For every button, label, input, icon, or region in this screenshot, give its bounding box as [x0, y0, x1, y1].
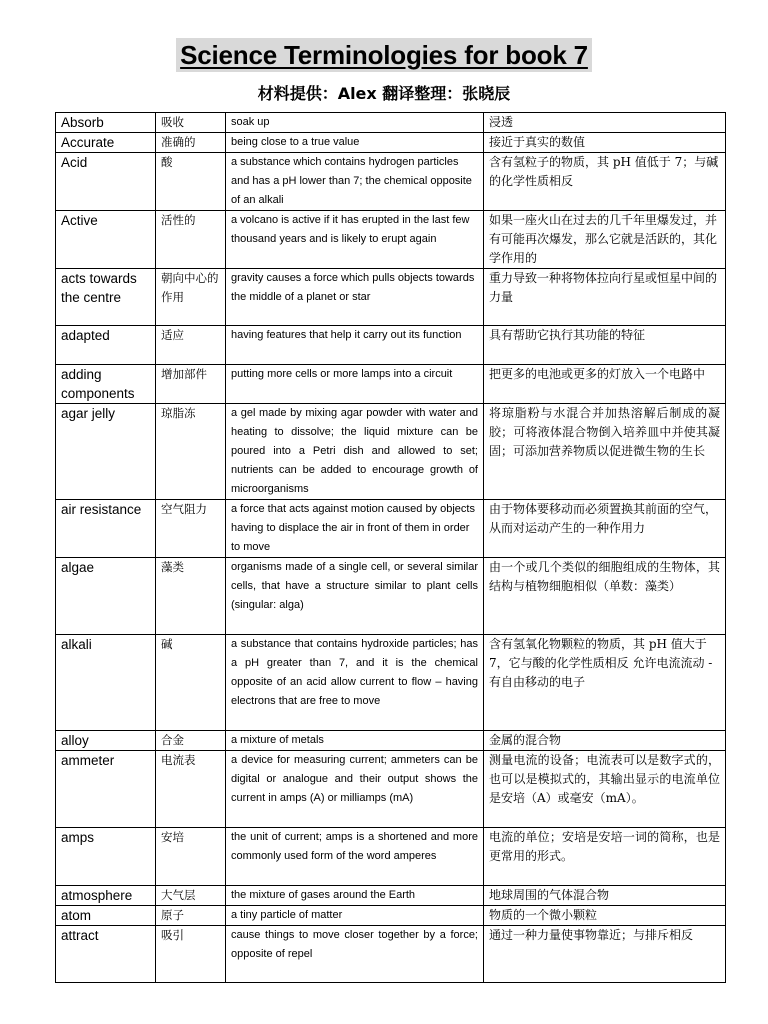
- definition-cell: a gel made by mixing agar powder with water and heating to dissolve; the liquid mixture can be poured into a Petri dish and allowed to set; nutrients can be added to encourage growth of microorganisms: [226, 404, 484, 500]
- chinese-term-cell: 电流表: [156, 751, 226, 828]
- title-container: [0, 38, 768, 72]
- translation-cell: 如果一座火山在过去的几千年里爆发过，并有可能再次爆发，那么它就是活跃的，其化学作用的: [484, 211, 726, 269]
- terminology-table-body: [56, 113, 726, 983]
- chinese-term-cell: 琼脂冻: [156, 404, 226, 500]
- table-row: [56, 926, 726, 983]
- term-cell: air resistance: [56, 500, 156, 558]
- table-row: [56, 113, 726, 133]
- page-title: Science Terminologies for book 7: [176, 38, 592, 72]
- chinese-term-cell: 增加部件: [156, 365, 226, 404]
- definition-cell: putting more cells or more lamps into a circuit: [226, 365, 484, 404]
- table-row: [56, 558, 726, 635]
- definition-cell: organisms made of a single cell, or several similar cells, that have a structure similar to plant cells (singular: alga): [226, 558, 484, 635]
- term-cell: agar jelly: [56, 404, 156, 500]
- term-cell: ammeter: [56, 751, 156, 828]
- chinese-term-cell: 合金: [156, 731, 226, 751]
- table-row: [56, 404, 726, 500]
- translation-cell: 浸透: [484, 113, 726, 133]
- translation-cell: 电流的单位；安培是安培一词的简称，也是更常用的形式。: [484, 828, 726, 886]
- translation-cell: 由一个或几个类似的细胞组成的生物体，其结构与植物细胞相似（单数：藻类）: [484, 558, 726, 635]
- definition-cell: a substance that contains hydroxide particles; has a pH greater than 7, and it is the chemical opposite of an acid allow current to flow – having electrons that are free to move: [226, 635, 484, 731]
- translation-cell: 含有氢粒子的物质，其 pH 值低于 7；与碱的化学性质相反: [484, 153, 726, 211]
- translation-cell: 通过一种力量使事物靠近；与排斥相反: [484, 926, 726, 983]
- definition-cell: a tiny particle of matter: [226, 906, 484, 926]
- translation-cell: 含有氢氧化物颗粒的物质，其 pH 值大于 7，它与酸的化学性质相反 允许电流流动 - 有自由移动的电子: [484, 635, 726, 731]
- term-cell: Active: [56, 211, 156, 269]
- term-cell: acts towards the centre: [56, 269, 156, 326]
- translation-cell: 测量电流的设备；电流表可以是数字式的，也可以是模拟式的，其输出显示的电流单位是安培（A）或毫安（mA）。: [484, 751, 726, 828]
- definition-cell: soak up: [226, 113, 484, 133]
- term-cell: algae: [56, 558, 156, 635]
- terminology-table: [55, 112, 726, 983]
- term-cell: alkali: [56, 635, 156, 731]
- term-cell: Acid: [56, 153, 156, 211]
- definition-cell: a device for measuring current; ammeters can be digital or analogue and their output shows the current in amps (A) or milliamps (mA): [226, 751, 484, 828]
- definition-cell: being close to a true value: [226, 133, 484, 153]
- table-row: [56, 731, 726, 751]
- chinese-term-cell: 藻类: [156, 558, 226, 635]
- page-subtitle: 材料提供：Alex 翻译整理：张晓辰: [257, 84, 511, 103]
- table-row: [56, 365, 726, 404]
- translation-cell: 接近于真实的数值: [484, 133, 726, 153]
- translation-cell: 由于物体要移动而必须置换其前面的空气，从而对运动产生的一种作用力: [484, 500, 726, 558]
- definition-cell: having features that help it carry out its function: [226, 326, 484, 365]
- translation-cell: 物质的一个微小颗粒: [484, 906, 726, 926]
- table-row: [56, 906, 726, 926]
- translation-cell: 具有帮助它执行其功能的特征: [484, 326, 726, 365]
- translation-cell: 将琼脂粉与水混合并加热溶解后制成的凝胶；可将液体混合物倒入培养皿中并使其凝固；可添加营养物质以促进微生物的生长: [484, 404, 726, 500]
- chinese-term-cell: 活性的: [156, 211, 226, 269]
- table-row: [56, 211, 726, 269]
- table-row: [56, 635, 726, 731]
- chinese-term-cell: 准确的: [156, 133, 226, 153]
- chinese-term-cell: 吸引: [156, 926, 226, 983]
- definition-cell: gravity causes a force which pulls objects towards the middle of a planet or star: [226, 269, 484, 326]
- term-cell: attract: [56, 926, 156, 983]
- chinese-term-cell: 空气阻力: [156, 500, 226, 558]
- chinese-term-cell: 安培: [156, 828, 226, 886]
- table-row: [56, 828, 726, 886]
- chinese-term-cell: 大气层: [156, 886, 226, 906]
- term-cell: adapted: [56, 326, 156, 365]
- table-row: [56, 153, 726, 211]
- definition-cell: a substance which contains hydrogen particles and has a pH lower than 7; the chemical opposite of an alkali: [226, 153, 484, 211]
- chinese-term-cell: 碱: [156, 635, 226, 731]
- table-row: [56, 751, 726, 828]
- definition-cell: a force that acts against motion caused by objects having to displace the air in front of them in order to move: [226, 500, 484, 558]
- term-cell: alloy: [56, 731, 156, 751]
- table-row: [56, 326, 726, 365]
- translation-cell: 金属的混合物: [484, 731, 726, 751]
- term-cell: adding components: [56, 365, 156, 404]
- term-cell: atom: [56, 906, 156, 926]
- chinese-term-cell: 吸收: [156, 113, 226, 133]
- table-row: [56, 269, 726, 326]
- definition-cell: the unit of current; amps is a shortened and more commonly used form of the word amperes: [226, 828, 484, 886]
- term-cell: Absorb: [56, 113, 156, 133]
- table-row: [56, 886, 726, 906]
- translation-cell: 把更多的电池或更多的灯放入一个电路中: [484, 365, 726, 404]
- definition-cell: a mixture of metals: [226, 731, 484, 751]
- translation-cell: 重力导致一种将物体拉向行星或恒星中间的力量: [484, 269, 726, 326]
- definition-cell: the mixture of gases around the Earth: [226, 886, 484, 906]
- chinese-term-cell: 酸: [156, 153, 226, 211]
- table-row: [56, 133, 726, 153]
- term-cell: Accurate: [56, 133, 156, 153]
- term-cell: atmosphere: [56, 886, 156, 906]
- definition-cell: cause things to move closer together by a force; opposite of repel: [226, 926, 484, 983]
- definition-cell: a volcano is active if it has erupted in the last few thousand years and is likely to erupt again: [226, 211, 484, 269]
- translation-cell: 地球周围的气体混合物: [484, 886, 726, 906]
- table-row: [56, 500, 726, 558]
- chinese-term-cell: 原子: [156, 906, 226, 926]
- chinese-term-cell: 朝向中心的作用: [156, 269, 226, 326]
- chinese-term-cell: 适应: [156, 326, 226, 365]
- term-cell: amps: [56, 828, 156, 886]
